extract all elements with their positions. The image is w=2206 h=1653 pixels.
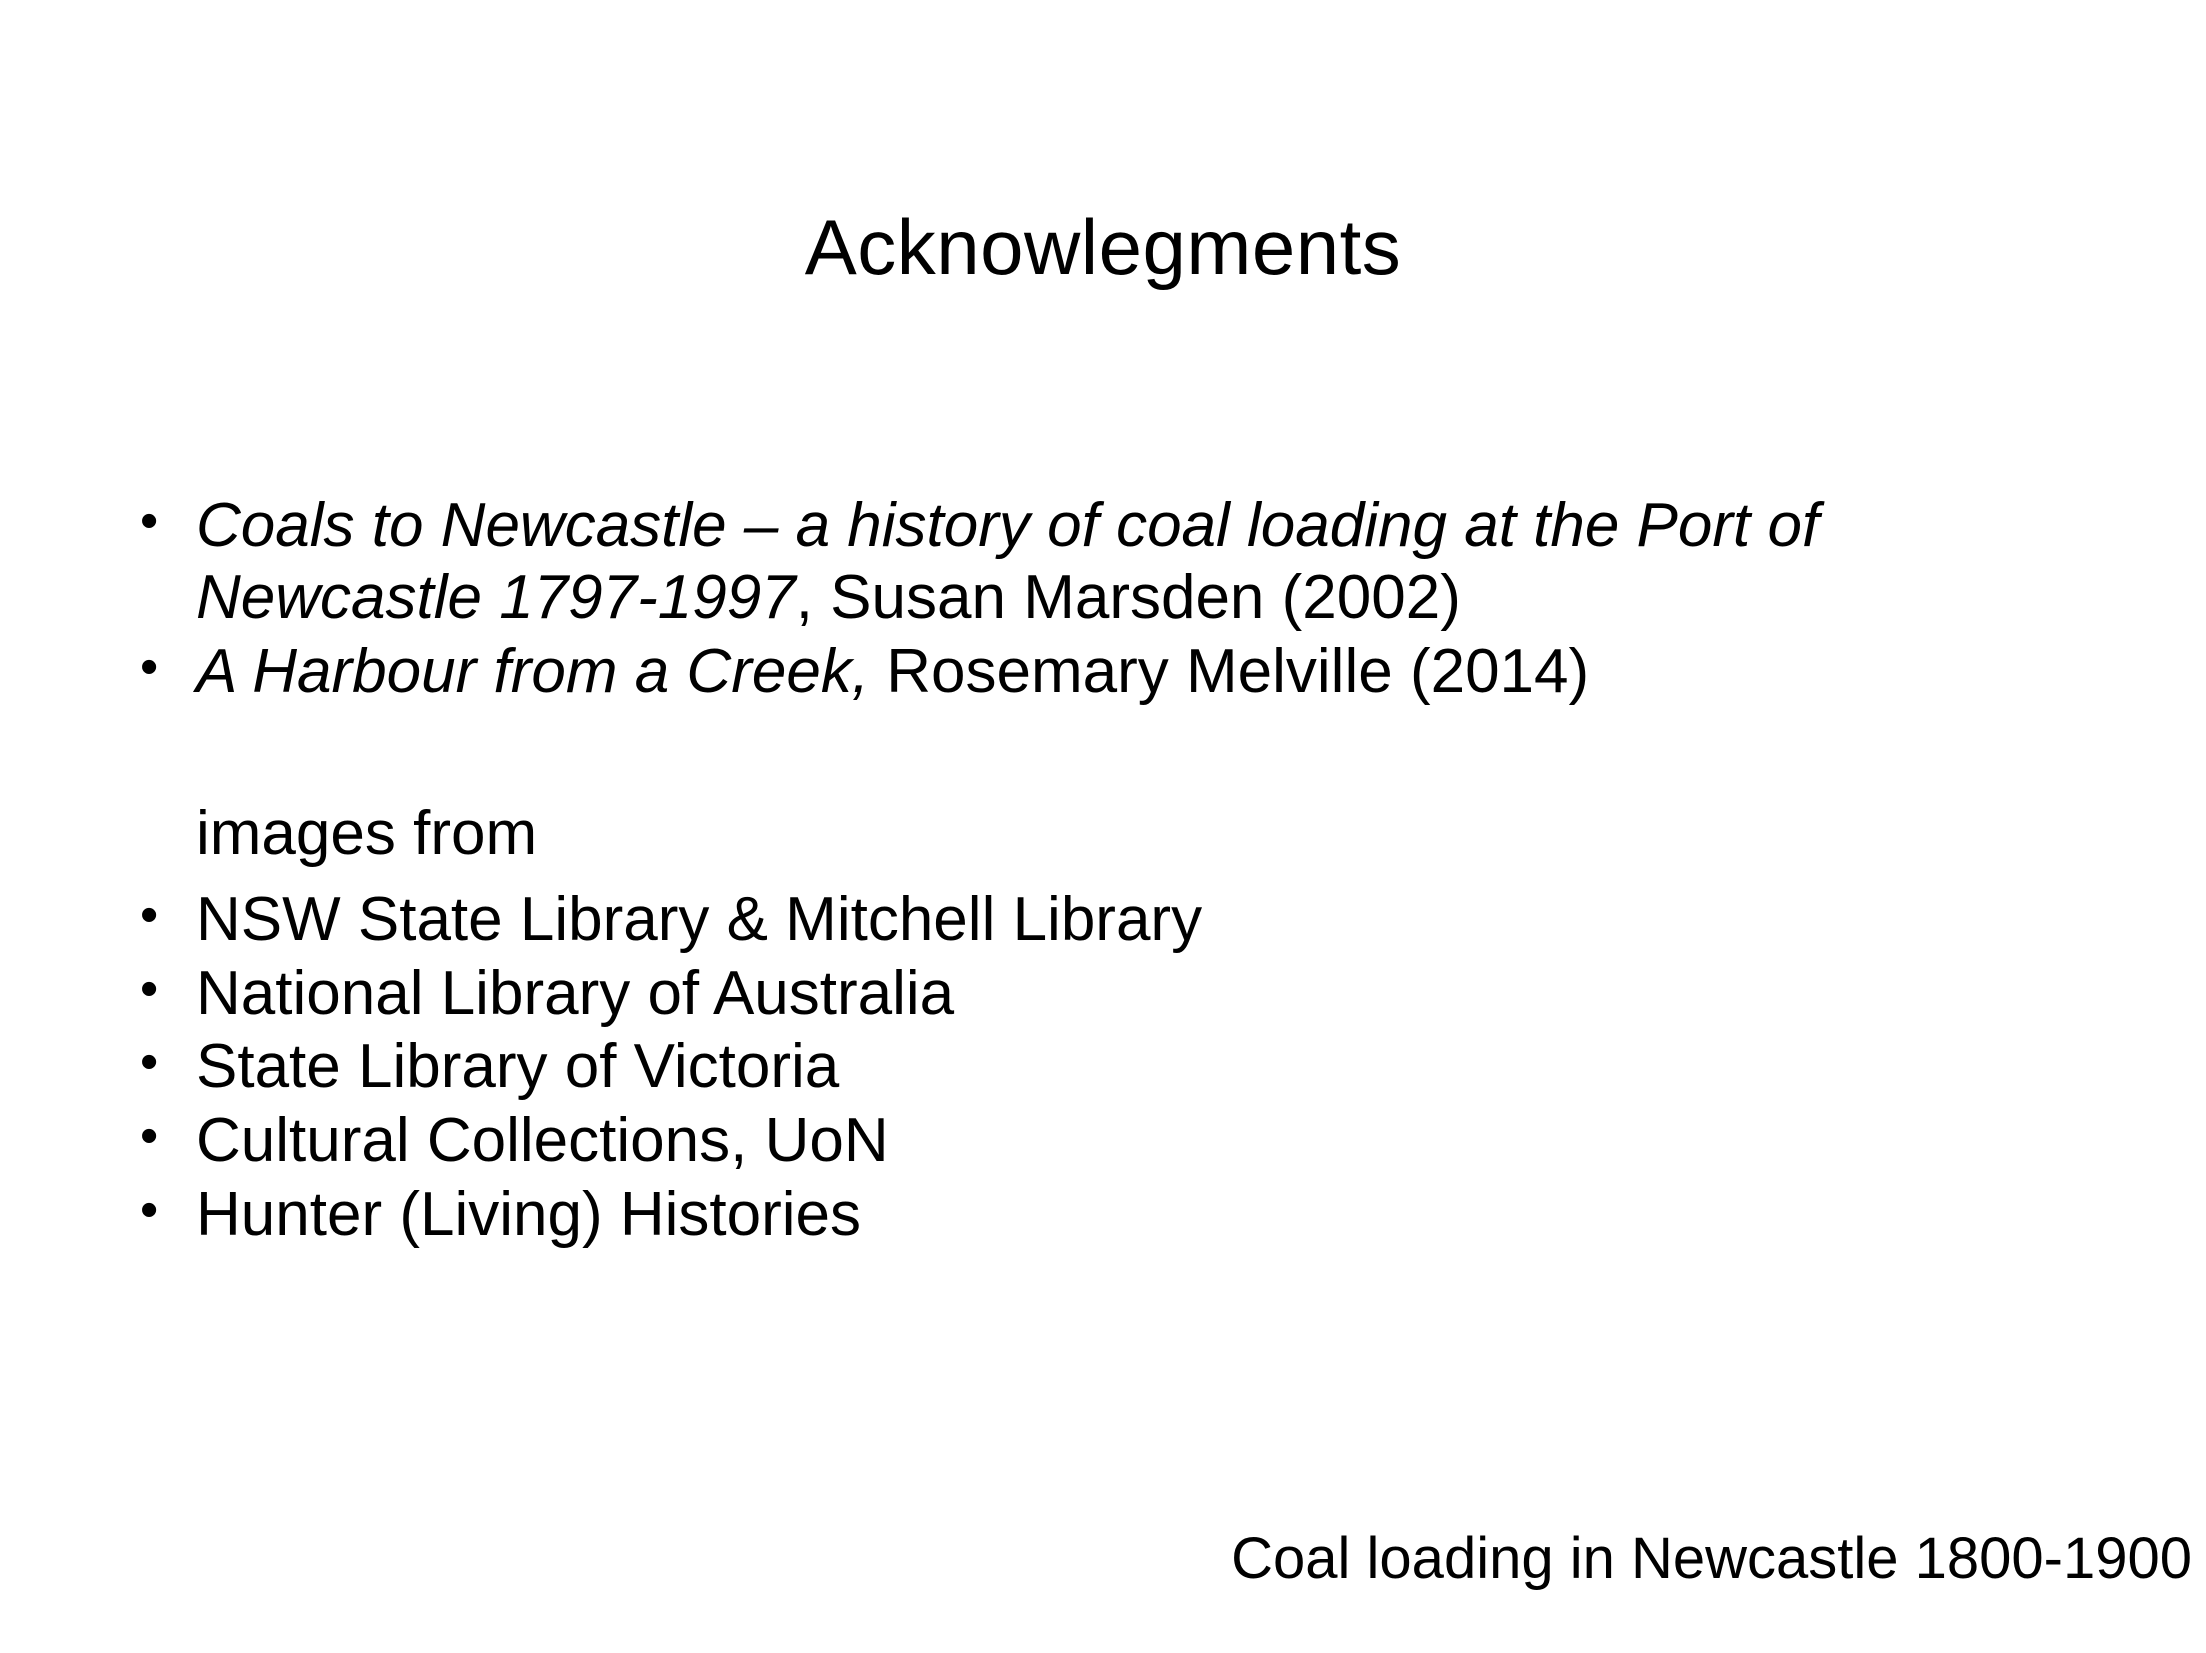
bullet-icon: •	[140, 637, 159, 696]
list-item	[140, 1031, 2080, 1103]
list-item-label: State Library of Victoria	[196, 1032, 840, 1102]
list-item-label: Cultural Collections, UoN	[196, 1106, 889, 1176]
bullet-icon: •	[140, 1033, 159, 1092]
list-item	[140, 884, 2080, 956]
reference-author: Rosemary Melville (2014)	[869, 636, 1590, 706]
bullet-icon: •	[140, 885, 159, 944]
list-item	[140, 1105, 2080, 1177]
bullet-icon: •	[140, 959, 159, 1018]
spacer	[140, 710, 2080, 798]
bullet-icon: •	[140, 492, 159, 550]
list-item	[140, 490, 2080, 634]
list-item	[140, 1179, 2080, 1251]
list-item-label: Hunter (Living) Histories	[196, 1180, 861, 1250]
reference-entry	[196, 490, 2080, 634]
slide-body	[140, 490, 2080, 1253]
bullet-icon: •	[140, 1181, 159, 1240]
images-from-heading: images from	[196, 798, 538, 868]
reference-title: A Harbour from a Creek,	[196, 636, 870, 706]
reference-author: , Susan Marsden (2002)	[795, 562, 1461, 632]
bullet-icon: •	[140, 1107, 159, 1166]
list-item-label: NSW State Library & Mitchell Library	[196, 884, 1203, 954]
list-item-label: National Library of Australia	[196, 958, 955, 1028]
slide-footer: Coal loading in Newcastle 1800-1900	[1231, 1526, 2192, 1592]
list-item	[140, 958, 2080, 1030]
reference-entry	[196, 636, 2080, 708]
page-title: Acknowlegments	[804, 203, 1402, 291]
list-item	[140, 636, 2080, 708]
spacer	[140, 870, 2080, 884]
reference-title: Coals to Newcastle – a history of coal loading at the Port of Newcastle 1797-1997	[196, 491, 1820, 632]
